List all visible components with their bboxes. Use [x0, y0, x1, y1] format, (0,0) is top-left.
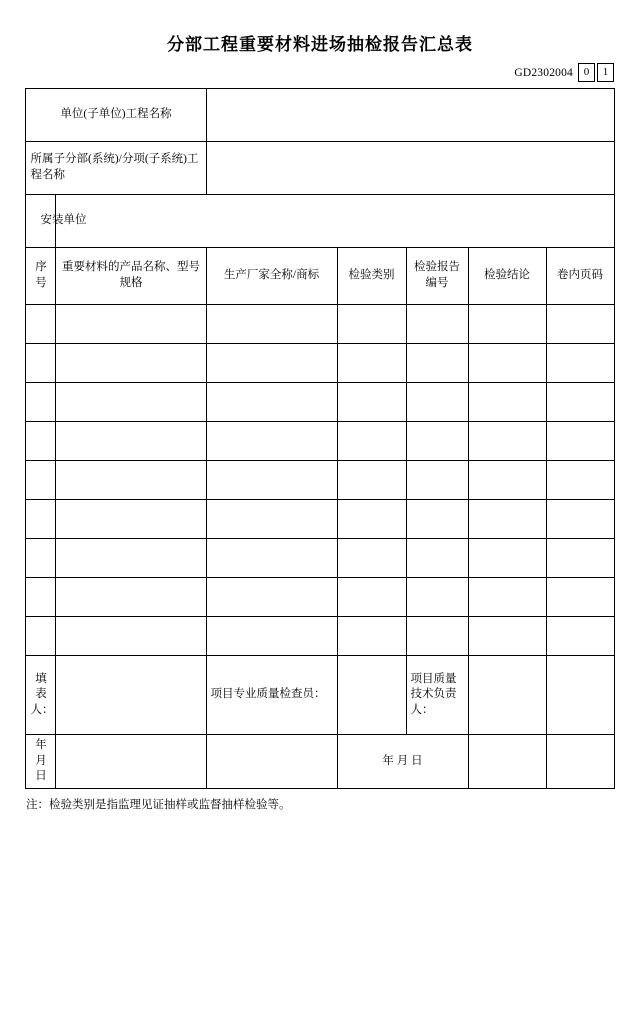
cell-inspection-type[interactable]: [337, 500, 406, 539]
cell-index[interactable]: [26, 422, 56, 461]
cell-manufacturer[interactable]: [206, 500, 337, 539]
cell-manufacturer[interactable]: [206, 539, 337, 578]
cell-report-no[interactable]: [406, 344, 468, 383]
label-date-mid: 年 月 日: [337, 735, 468, 789]
cell-material[interactable]: [56, 422, 206, 461]
cell-page-no[interactable]: [546, 461, 614, 500]
table-row[interactable]: [26, 344, 614, 383]
header-row-install-unit: [26, 195, 614, 248]
cell-manufacturer[interactable]: [206, 578, 337, 617]
signature-row: [26, 656, 614, 735]
cell-inspection-type[interactable]: [337, 578, 406, 617]
value-quality-manager-signature[interactable]: [468, 656, 546, 735]
cell-report-no[interactable]: [406, 422, 468, 461]
cell-material[interactable]: [56, 461, 206, 500]
cell-page-no[interactable]: [546, 305, 614, 344]
cell-conclusion[interactable]: [468, 461, 546, 500]
cell-page-no[interactable]: [546, 344, 614, 383]
cell-index[interactable]: [26, 617, 56, 656]
col-header-index: 序号: [26, 248, 56, 305]
document-page: [0, 30, 640, 1009]
value-filler-signature[interactable]: [56, 656, 206, 735]
form-code-box-2: 1: [597, 63, 614, 82]
label-quality-manager: 项目质量技术负责人：: [406, 656, 468, 735]
cell-manufacturer[interactable]: [206, 617, 337, 656]
cell-inspection-type[interactable]: [337, 617, 406, 656]
cell-inspection-type[interactable]: [337, 344, 406, 383]
table-row[interactable]: [26, 461, 614, 500]
cell-inspection-type[interactable]: [337, 539, 406, 578]
form-note: 注：检验类别是指监理见证抽样或监督抽样检验等。: [26, 798, 291, 811]
form-code-text: GD2302004: [514, 66, 573, 79]
cell-report-no[interactable]: [406, 500, 468, 539]
cell-conclusion[interactable]: [468, 539, 546, 578]
cell-index[interactable]: [26, 500, 56, 539]
cell-report-no[interactable]: [406, 578, 468, 617]
cell-report-no[interactable]: [406, 539, 468, 578]
table-row[interactable]: [26, 578, 614, 617]
cell-manufacturer[interactable]: [206, 305, 337, 344]
cell-manufacturer[interactable]: [206, 383, 337, 422]
cell-page-no[interactable]: [546, 383, 614, 422]
cell-manufacturer[interactable]: [206, 461, 337, 500]
table-row[interactable]: [26, 617, 614, 656]
cell-index[interactable]: [26, 383, 56, 422]
value-install-unit[interactable]: [56, 195, 614, 248]
col-header-page-no: 卷内页码: [546, 248, 614, 305]
form-code-row: [0, 63, 640, 82]
label-filler: 填表人：: [26, 656, 56, 735]
cell-material[interactable]: [56, 344, 206, 383]
cell-conclusion[interactable]: [468, 422, 546, 461]
cell-conclusion[interactable]: [468, 305, 546, 344]
cell-conclusion[interactable]: [468, 500, 546, 539]
cell-index[interactable]: [26, 344, 56, 383]
header-row-project-name: [26, 89, 614, 142]
col-header-material: 重要材料的产品名称、型号规格: [56, 248, 206, 305]
header-row-subsystem-name: [26, 142, 614, 195]
value-date-col3[interactable]: [206, 735, 337, 789]
cell-inspection-type[interactable]: [337, 383, 406, 422]
label-install-unit: 安装单位: [26, 195, 56, 248]
date-row: [26, 735, 614, 789]
value-project-name[interactable]: [206, 89, 614, 142]
cell-inspection-type[interactable]: [337, 422, 406, 461]
col-header-inspection-type: 检验类别: [337, 248, 406, 305]
label-project-name: 单位(子单位)工程名称: [26, 89, 206, 142]
cell-manufacturer[interactable]: [206, 344, 337, 383]
value-date-col6[interactable]: [468, 735, 546, 789]
cell-index[interactable]: [26, 578, 56, 617]
value-signature-page-no[interactable]: [546, 656, 614, 735]
col-header-report-no: 检验报告编号: [406, 248, 468, 305]
table-row[interactable]: [26, 422, 614, 461]
cell-conclusion[interactable]: [468, 383, 546, 422]
cell-material[interactable]: [56, 539, 206, 578]
cell-index[interactable]: [26, 461, 56, 500]
cell-manufacturer[interactable]: [206, 422, 337, 461]
cell-report-no[interactable]: [406, 305, 468, 344]
value-subsystem-name[interactable]: [206, 142, 614, 195]
main-form-table: [25, 88, 614, 789]
cell-conclusion[interactable]: [468, 578, 546, 617]
cell-page-no[interactable]: [546, 422, 614, 461]
table-row[interactable]: [26, 500, 614, 539]
label-subsystem-name: 所属子分部(系统)/分项(子系统)工程名称: [26, 142, 206, 195]
label-date-left: 年 月 日: [26, 735, 56, 789]
value-date-left[interactable]: [56, 735, 206, 789]
cell-report-no[interactable]: [406, 383, 468, 422]
cell-material[interactable]: [56, 617, 206, 656]
value-inspector-signature[interactable]: [337, 656, 406, 735]
table-row[interactable]: [26, 539, 614, 578]
cell-material[interactable]: [56, 500, 206, 539]
table-row[interactable]: [26, 305, 614, 344]
label-inspector: 项目专业质量检查员：: [206, 656, 337, 735]
cell-page-no[interactable]: [546, 578, 614, 617]
cell-index[interactable]: [26, 305, 56, 344]
cell-report-no[interactable]: [406, 617, 468, 656]
table-row[interactable]: [26, 383, 614, 422]
cell-page-no[interactable]: [546, 539, 614, 578]
page-title: 分部工程重要材料进场抽检报告汇总表: [167, 35, 473, 54]
cell-conclusion[interactable]: [468, 344, 546, 383]
cell-material[interactable]: [56, 578, 206, 617]
form-code-box-1: 0: [578, 63, 595, 82]
cell-inspection-type[interactable]: [337, 305, 406, 344]
value-date-col7[interactable]: [546, 735, 614, 789]
col-header-manufacturer: 生产厂家全称/商标: [206, 248, 337, 305]
cell-page-no[interactable]: [546, 500, 614, 539]
cell-material[interactable]: [56, 305, 206, 344]
cell-inspection-type[interactable]: [337, 461, 406, 500]
cell-index[interactable]: [26, 539, 56, 578]
cell-page-no[interactable]: [546, 617, 614, 656]
cell-material[interactable]: [56, 383, 206, 422]
cell-conclusion[interactable]: [468, 617, 546, 656]
cell-report-no[interactable]: [406, 461, 468, 500]
col-header-conclusion: 检验结论: [468, 248, 546, 305]
table-header-row: [26, 248, 614, 305]
